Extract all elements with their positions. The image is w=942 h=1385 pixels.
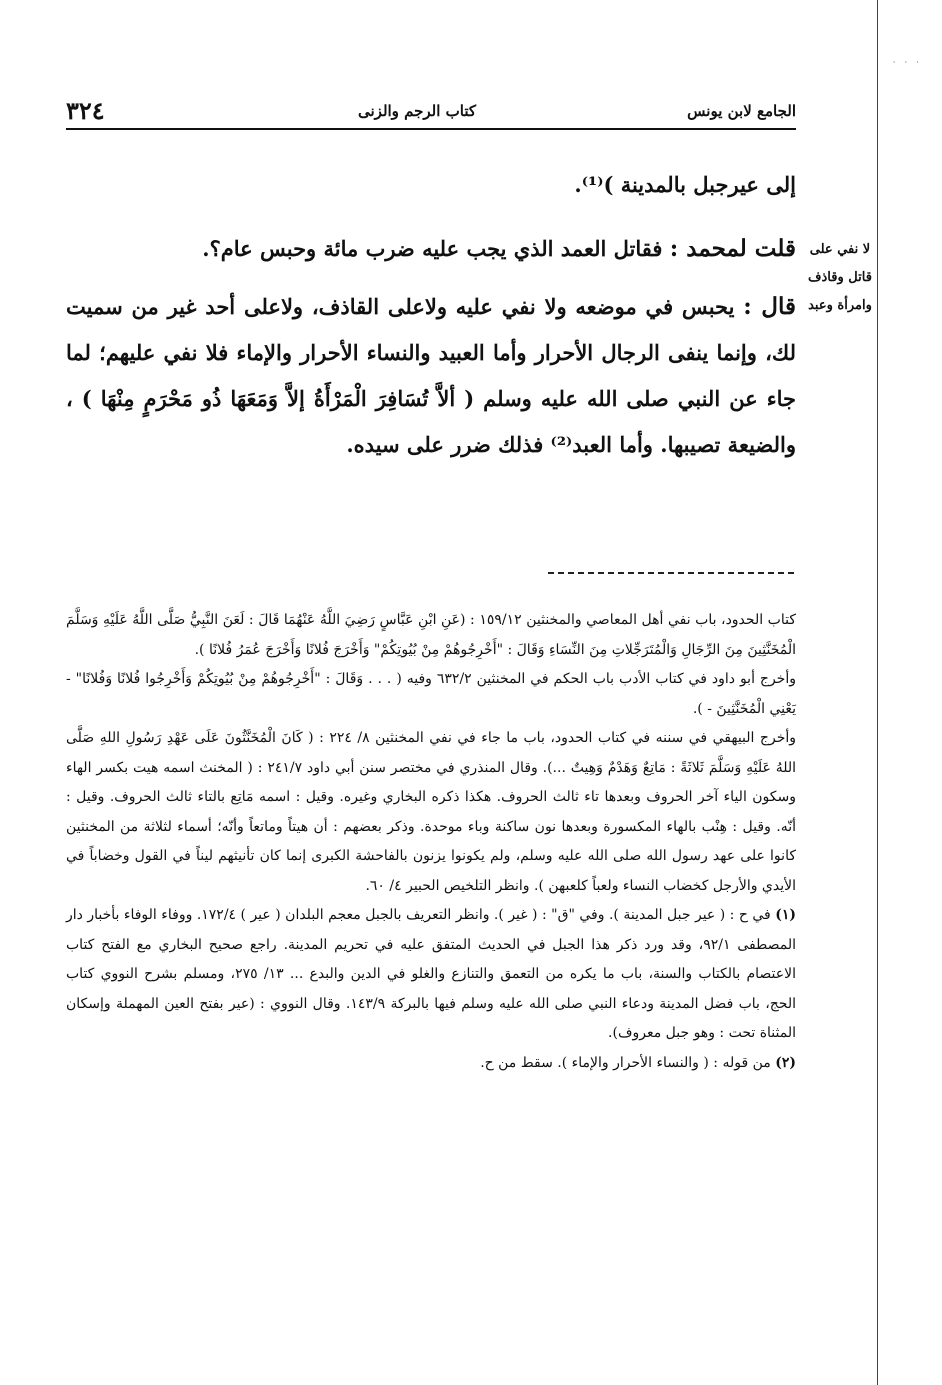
- header-rule: [66, 128, 796, 130]
- footnote-continuation-1: كتاب الحدود، باب نفي أهل المعاصي والمخنثين ١٥٩/١٢ : (عَنِ ابْنِ عَبَّاسٍ رَضِيَ اللَّهُ عَنْهُمَا قَالَ : لَعَنَ النَّبِيُّ صَلَّى اللَّهُ عَلَيْهِ وَسَلَّمَ الْمُخَنَّثِينَ مِنَ الرِّجَالِ وَالْمُتَرَجِّلاتِ مِنَ النِّسَاءِ وَقَالَ : "أَخْرِجُوهُمْ مِنْ بُيُوتِكُمْ" وَأَخْرَجَ فُلانًا وَأَخْرَجَ عُمَرُ فُلانًا ).: [66, 612, 796, 658]
- page-header: [66, 96, 796, 128]
- paragraph-3-text: يحبس في موضعه ولا نفي عليه ولاعلى القاذف، ولاعلى أحد غير من سميت لك، وإنما ينفى الرجال الأحرار وأما العبيد والنساء الأحرار والإماء فلا نفي عليهم؛ لما جاء عن النبي صلى الله عليه وسلم ( ألاَّ تُسَافِرَ الْمَرْأَةُ إلاَّ وَمَعَهَا ذُو مَحْرَمٍ مِنْهَا ) ، والضيعة تصيبها. وأما العبد⁽²⁾ فذلك ضرر على سيده.: [66, 294, 796, 457]
- footnotes: [66, 606, 796, 1078]
- section-title: كتاب الرجم والزنى: [357, 102, 476, 120]
- footnote-2-text: من قوله : ( والنساء الأحرار والإماء ). سقط من ح.: [480, 1054, 771, 1071]
- paragraph-2-label: قلت لمحمد :: [669, 235, 796, 262]
- footnote-1: [66, 901, 796, 1049]
- page-edge-rule: [877, 0, 878, 1385]
- footnote-2: [66, 1049, 796, 1079]
- footnote-continuation-2: وأخرج أبو داود في كتاب الأدب باب الحكم في المخنثين ٦٣٢/٢ وفيه ( . . . وَقَالَ : "أَخْرِجُوهُمْ مِنْ بُيُوتِكُمْ وَأَخْرِجُوا فُلانًا وَفُلانًا" - يَعْنِي الْمُخَنَّثِينَ - ).: [66, 671, 796, 717]
- paragraph-2-text: فقاتل العمد الذي يجب عليه ضرب مائة وحبس عام؟.: [202, 236, 663, 261]
- scan-specks: · · ·: [892, 58, 922, 68]
- book-title: الجامع لابن يونس: [687, 102, 796, 120]
- page-number: ٣٢٤: [66, 96, 105, 125]
- footnote-separator: [548, 572, 794, 574]
- footnote-2-number: (٢): [775, 1054, 796, 1071]
- footnote-continuation-3: وأخرج البيهقي في سننه في كتاب الحدود، باب ما جاء في نفي المخنثين ٨/ ٢٢٤ : ( كَانَ الْمُخَنَّثُونَ عَلَى عَهْدِ رَسُولِ اللهِ صَلَّى اللهُ عَلَيْهِ وَسَلَّمَ ثَلاثَةً : مَاتِعٌ وَهَدْمٌ وَهِيتٌ ...). وقال المنذري في مختصر سنن أبي داود ٢٤١/٧ : ( المخنث اسمه هيت بكسر الهاء وسكون الياء آخر الحروف وبعدها تاء ثالث الحروف. هكذا ذكره البخاري وغيره. وقيل : اسمه مَاتِع بالتاء ثالث الحروف. وقيل : أنّه. وقيل : هِنْب بالهاء المكسورة وبعدها نون ساكنة وباء موحدة. وذكر بعضهم : أن هيتاً وماتعاً وأنّه؛ أسماء لثلاثة من المخنثين كانوا على عهد رسول الله صلى الله عليه وسلم، ولم يكونوا يزنون بالفاحشة الكبرى إنما كان تأنيثهم ليناً في القول وخضاباً في الأيدي والأرجل كخضاب النساء ولعباً كلعبهن ). وانظر التلخيص الحبير ٤/ ٦٠.: [66, 730, 796, 894]
- paragraph-3: [66, 284, 796, 468]
- margin-note: لا نفي على قاتل وقاذف وامرأة وعبد: [808, 242, 872, 313]
- footnote-1-number: (١): [775, 907, 796, 923]
- footnote-1-text: في ح : ( عير جبل المدينة ). وفي "ق" : ( غير ). وانظر التعريف بالجبل معجم البلدان ( عير ) ١٧٢/٤. ووفاء الوفاء بأخبار دار المصطفى ٩٢/١، وقد ورد ذكر هذا الجبل في الحديث المتفق عليه في تحريم المدينة. راجع صحيح البخاري مع الفتح كتاب الاعتصام بالكتاب والسنة، باب ما يكره من التعمق والتنازع والغلو في الدين والبدع ... ١٣/ ٢٧٥، ومسلم بشرح النووي كتاب الحج، باب فضل المدينة ودعاء النبي صلى الله عليه وسلم فيها بالبركة ١٤٣/٩. وقال النووي : (عير بفتح العين المهملة وإسكان المثناة تحت : وهو جبل معروف).: [66, 907, 796, 1041]
- paragraph-1: إلى عيرجبل بالمدينة )⁽¹⁾.: [574, 172, 796, 197]
- main-text: [66, 162, 796, 468]
- paragraph-3-label: قال :: [743, 293, 796, 320]
- paragraph-2: [66, 226, 796, 272]
